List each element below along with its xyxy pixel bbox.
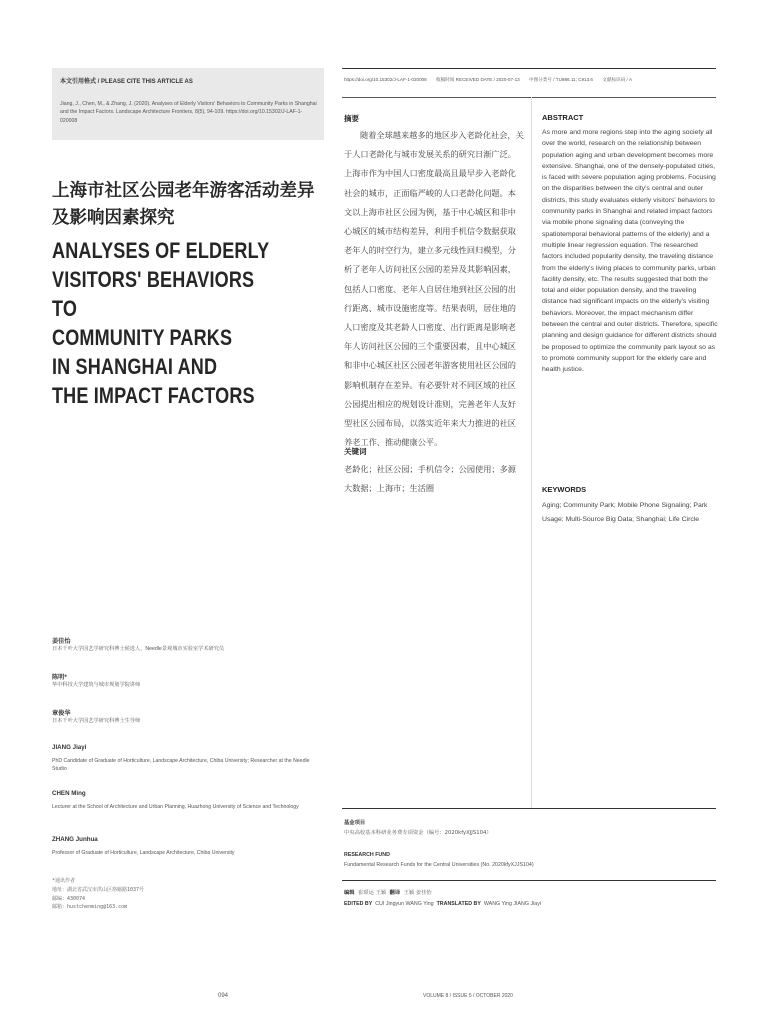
- top-rule: [342, 68, 716, 69]
- translator-cn-label: 翻译: [389, 890, 401, 896]
- contact-email: 邮箱：hustchenming@163.com: [52, 904, 128, 911]
- column-divider: [531, 97, 532, 809]
- author-affiliation: Professor of Graduate of Horticulture, Landscape Architecture, Chiba University: [52, 850, 235, 856]
- editors-cn: [344, 888, 432, 896]
- title-chinese: 上海市社区公园老年游客活动差异及影响因素探究: [52, 181, 315, 228]
- fund-en-text: Fundamental Research Funds for the Central Universities (No. 2020kfyXJJS104): [344, 862, 534, 868]
- editor-cn-names: 崔璟运 王颖: [357, 890, 387, 896]
- author-affiliation: PhD Candidate of Graduate of Horticulture, Landscape Architecture, Chiba University; Researcher at the Needle Studio: [52, 758, 310, 772]
- author-name: JIANG Jiayi: [52, 744, 87, 751]
- page-number: 094: [218, 993, 229, 999]
- translator-cn-names: 王颖 姜佳怡: [403, 890, 432, 896]
- fund-top-rule: [342, 808, 716, 809]
- abstract-cn-heading: 摘要: [344, 114, 359, 123]
- abstract-cn-text: 随着全球越来越多的地区步入老龄化社会，关于人口老龄化与城市发展关系的研究日渐广泛。上海市作为中国人口密度最高且最早步入老龄化社会的城市，正面临严峻的人口老龄化问题。本文以上海市社区公园为例，基于中心城区和非中心城区的城市结构差异，利用手机信令数据获取老年人的时空行为，建立多元线性回归模型，分析了老年人访问社区公园的差异及其影响因素，包括人口密度、老年人自居住地到社区公园的出行距离、城市设施密度等。结果表明，居住地的人口密度及其老龄人口密度、出行距离是影响老年人访问社区公园的三个重要因素，且中心城区和非中心城区社区公园老年游客使用社区公园的影响机制存在差异。有必要针对不同区域的社区公园提出相应的规划设计准则，完善老年人友好型社区公园布局，以落实近年来大力推进的社区养老工作、推动健康公平。: [344, 130, 524, 448]
- contact-label: *通讯作者: [52, 878, 76, 884]
- keywords-cn-heading: 关键词: [344, 447, 367, 456]
- author-entry: [52, 790, 324, 811]
- contact-postcode: 邮编：430074: [52, 895, 86, 902]
- fund-bottom-rule: [342, 880, 716, 881]
- article-meta: [344, 77, 716, 83]
- author-affiliation: Lecturer at the School of Architecture and Urban Planning, Huazhong University of Science and Technology: [52, 804, 299, 810]
- document-code: 文献标识码 / A: [602, 77, 633, 82]
- keywords-en-heading: KEYWORDS: [542, 485, 587, 494]
- author-entry: [52, 708, 324, 725]
- citation-heading: 本文引用格式 / PLEASE CITE THIS ARTICLE AS: [60, 79, 193, 85]
- received-date: 收稿时间 RECEIVED DATE / 2020-07-13: [436, 77, 520, 82]
- editor-en-names: CUI Jingyun WANG Ying: [375, 901, 434, 907]
- editor-cn-label: 编辑: [344, 890, 355, 896]
- abstract-en-text: As more and more regions step into the aging society all over the world, research on the relationship between population aging and urban development becomes more extensive. Shanghai, one of the densely-populated cities, is faced with severe population aging problems. Focusing on the disparities between the city's central and outer districts, this study evaluates elderly visitors' behaviors to community parks in Shanghai and related impact factors via mobile phone signaling data (conveying the spatiotemporal behavioral patterns of the elderly) and a multiple linear regression equation. The researched factors included popularity density, the traveling distance from the elderly's living places to community parks, urban facility density, etc. The results suggested that both the total and elder population density, and the traveling distance had significant impacts on the elderly's visiting behaviors. Moreover, the impact mechanism differ between the central and outer districts. Therefore, specific planning and design guidance for different districts should be proposed to optimize the community park layout so as to promote community support for the elderly care and health justice.: [542, 129, 718, 374]
- author-affiliation: 日本千叶大学园艺学研究科博士生导师: [52, 718, 141, 724]
- editors-en: [344, 901, 541, 907]
- keywords-en-text: Aging; Community Park; Mobile Phone Signaling; Park Usage; Multi-Source Big Data; Shanghai; Life Circle: [542, 502, 708, 523]
- fund-en-heading: RESEARCH FUND: [344, 852, 390, 858]
- translator-en-label: TRANSLATED BY: [436, 901, 481, 907]
- citation-text: Jiang, J., Chen, M., & Zhang, J. (2020). Analyses of Elderly Visitors' Behaviors to Community Parks in Shanghai and the Impact Factors. Landscape Architecture Frontiers, 8(5), 94-109. https://doi.org/10.15302/J-LAF-1-020008: [60, 101, 317, 124]
- doi-link[interactable]: https://doi.org/10.15302/J-LAF-1-020008: [344, 77, 427, 82]
- author-name: CHEN Ming: [52, 790, 86, 797]
- author-entry: [52, 836, 324, 857]
- editor-en-label: EDITED BY: [344, 901, 373, 907]
- author-name: 章俊华: [52, 710, 71, 717]
- volume-issue: VOLUME 8 / ISSUE 5 / OCTOBER 2020: [423, 993, 513, 999]
- author-entry: [52, 672, 324, 689]
- abstract-en-heading: ABSTRACT: [542, 113, 584, 122]
- fund-cn-text: 中央高校基本科研业务费专项资金（编号：2020kfyXJJS104）: [344, 830, 492, 836]
- corresponding-contact: [52, 877, 324, 912]
- author-name: 姜佳怡: [52, 638, 71, 645]
- keywords-cn-text: 老龄化；社区公园；手机信令；公园使用；多源大数据；上海市；生活圈: [344, 464, 516, 493]
- clc-number: 中图分类号 / TU986.11; C913.6: [528, 77, 593, 82]
- fund-cn-heading: 基金项目: [344, 820, 366, 826]
- author-affiliation: 日本千叶大学园艺学研究科博士候选人，Needle景观城市实验室学术研究员: [52, 646, 225, 652]
- author-entry: [52, 636, 324, 653]
- contact-address: 地址：湖北省武汉市洪山区珞喻路1037号: [52, 886, 145, 893]
- translator-en-names: WANG Ying JIANG Jiayi: [483, 901, 542, 907]
- meta-bottom-rule: [342, 97, 716, 98]
- author-affiliation: 华中科技大学建筑与城市规划学院讲师: [52, 682, 141, 688]
- citation-box: [52, 68, 324, 140]
- author-name: ZHANG Junhua: [52, 836, 98, 843]
- author-entry: [52, 744, 324, 773]
- title-english: ANALYSES OF ELDERLY VISITORS' BEHAVIORS TO COMMUNITY PARKS IN SHANGHAI AND THE IMPACT FACTORS: [52, 238, 270, 408]
- author-name: 陈明*: [52, 674, 67, 681]
